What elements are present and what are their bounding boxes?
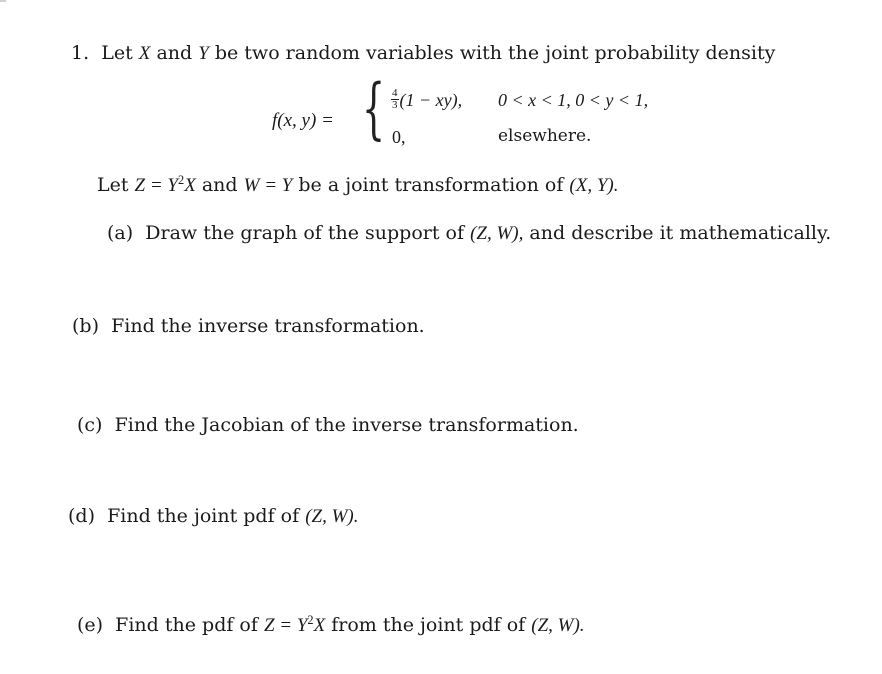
left-brace: { [362, 70, 386, 147]
part-b-label: (b) [72, 315, 99, 337]
part-a: (a) Draw the graph of the support of (Z, W), and describe it mathematically. [107, 222, 832, 244]
pdf-case-2-condition: elsewhere. [498, 126, 592, 146]
part-d: (d) Find the joint pdf of (Z, W). [68, 505, 359, 527]
intro-rest: be two random variables with the joint probability density [214, 42, 776, 64]
transformation-statement: Let $Z = Y^2X$ and W = Y be a joint transformation of (X, Y). [97, 173, 619, 196]
part-b: (b) Find the inverse transformation. [72, 315, 425, 337]
four-thirds-fraction: $\frac{4}{3}$ [392, 87, 398, 112]
var-x: X [138, 43, 151, 64]
problem-number: 1. [71, 42, 90, 64]
part-a-label: (a) [107, 222, 134, 244]
part-e-label: (e) [77, 614, 104, 636]
pdf-case-1-condition: 0 < x < 1, 0 < y < 1, [498, 90, 649, 110]
part-d-label: (d) [68, 505, 95, 527]
part-c: (c) Find the Jacobian of the inverse transformation. [77, 414, 579, 436]
pdf-lhs: f(x, y) = [272, 110, 334, 131]
pdf-case-1: $\frac{4}{3}$ (1 − xy), [392, 87, 463, 112]
problem-statement [71, 42, 775, 66]
and-text: and [156, 42, 193, 64]
intro-text: Let [101, 42, 133, 64]
pdf-case-2: 0, [392, 127, 406, 147]
part-e: (e) Find the pdf of $Z = Y^2X$ from the joint pdf of (Z, W). [77, 613, 585, 636]
top-edge-mark [0, 0, 6, 2]
var-y: Y [198, 43, 209, 64]
part-c-label: (c) [77, 414, 103, 436]
